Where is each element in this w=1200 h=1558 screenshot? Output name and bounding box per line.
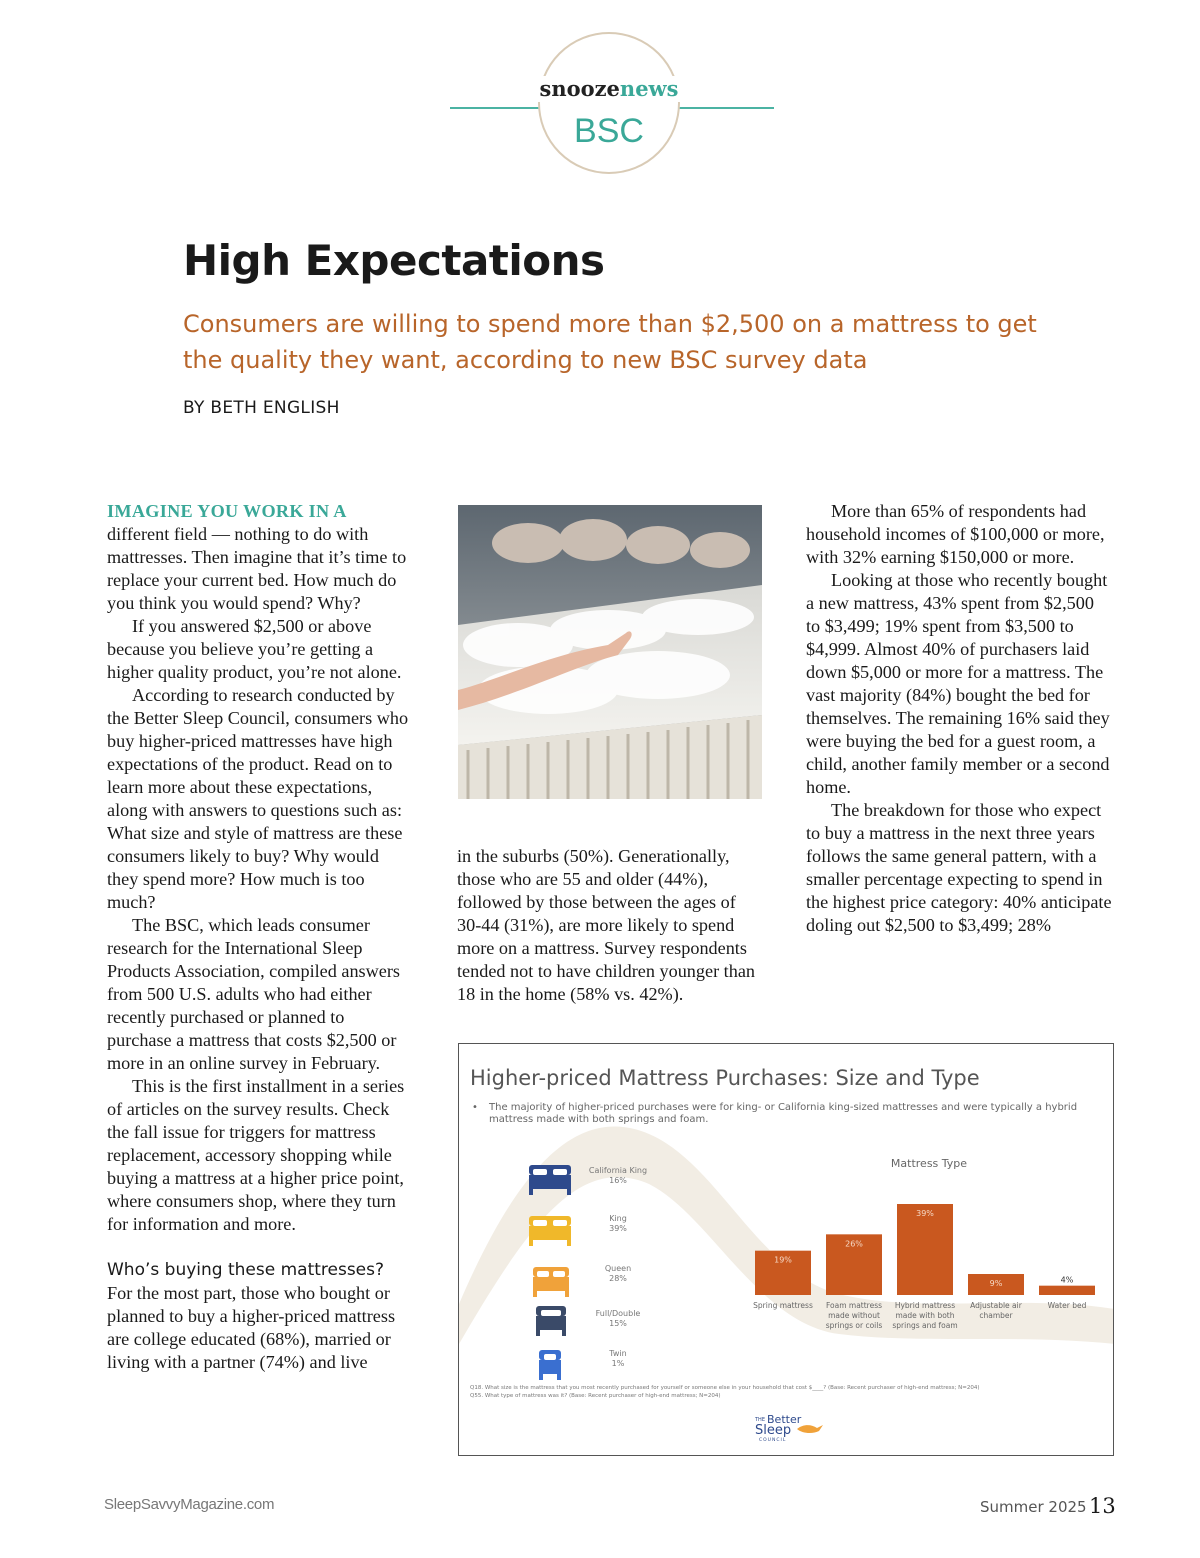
size-label-full-double xyxy=(578,1309,658,1329)
bar-category-label-3: Adjustable air chamber xyxy=(970,1301,1022,1320)
bar-value-label-4: 4% xyxy=(1060,1275,1074,1285)
size-name: King xyxy=(609,1214,627,1223)
size-name: California King xyxy=(588,1166,648,1175)
bar-value-label-2: 39% xyxy=(916,1209,934,1218)
bar-value-label-1: 26% xyxy=(845,1239,863,1249)
col1-paragraph-5: This is the first installment in a series of articles on the survey results. Check the fall issue for triggers for mattress replacement, accessory shopping while buying a mattress at a higher price point, where consumers shop, where they turn for information and more. xyxy=(107,1076,405,1234)
size-label-california-king xyxy=(578,1166,658,1186)
size-name: Twin xyxy=(609,1349,627,1358)
footer-page-number: 13 xyxy=(1089,1494,1116,1518)
section-heading: Who’s buying these mattresses? xyxy=(107,1260,385,1280)
col1-paragraph-2: If you answered $2,500 or above because you believe you’re getting a higher quality product, you’re not alone. xyxy=(107,616,402,682)
col1-paragraph-6: For the most part, those who bought or planned to buy a higher-priced mattress are college educated (68%), married or living with a partner (74%) and live xyxy=(107,1283,396,1372)
mattress-photo-illustration xyxy=(458,505,762,799)
logo-the: THE xyxy=(755,1417,765,1423)
full-double-bed-icon xyxy=(531,1302,577,1338)
masthead-snoozenews xyxy=(538,76,680,102)
twin-bed-icon xyxy=(533,1346,579,1382)
article-subtitle: Consumers are willing to spend more than $2,500 on a mattress to get the quality they want, according to new BSC survey data xyxy=(183,310,1037,374)
bar-value-label-0: 19% xyxy=(774,1255,792,1265)
size-label-twin xyxy=(578,1349,658,1369)
masthead-logo-ring xyxy=(538,32,680,174)
size-value: 16% xyxy=(609,1176,627,1185)
chart-footnote xyxy=(470,1384,1100,1400)
king-bed-icon xyxy=(527,1212,573,1248)
size-value: 15% xyxy=(609,1319,627,1328)
col3-paragraph-2: Looking at those who recently bought a new mattress, 43% spent from $2,500 to $3,499; 19% spent from $3,500 to $4,999. Almost 40% of purchasers laid down $5,000 or more for a mattress. The vast majority (84%) bought the bed for themselves. The remaining 16% said they were buying the bed for a guest room, a child, another family member or a second home. xyxy=(806,570,1110,797)
better-sleep-council-logo xyxy=(753,1412,833,1442)
mattress-photo xyxy=(458,505,762,799)
footer-issue: Summer 2025 xyxy=(980,1498,1087,1516)
size-name: Full/Double xyxy=(595,1309,641,1318)
mattress-type-bar-chart xyxy=(739,1194,1114,1334)
article-column-3 xyxy=(806,500,1112,937)
chart-subtitle: • The majority of higher-priced purchases were for king- or California king-sized mattresses and were typically a hybrid mattress made with both springs and foam. xyxy=(472,1102,1078,1125)
col3-paragraph-3: The breakdown for those who expect to buy a mattress in the next three years follows the same general pattern, with a smaller percentage expecting to spend in the highest price category: 40% anticipate doling out $2,500 to $3,499; 28% xyxy=(806,800,1112,935)
chart-title: Higher-priced Mattress Purchases: Size and Type xyxy=(470,1066,980,1090)
logo-council: COUNCIL xyxy=(759,1438,787,1442)
size-value: 39% xyxy=(609,1224,627,1233)
size-label-queen xyxy=(578,1264,658,1284)
article-column-1 xyxy=(107,500,413,1374)
chart-footnote-1: Q18. What size is the mattress that you most recently purchased for yourself or someone else in your household that cost $____? (Base: Recent purchaser of high-end mattress; N=204) xyxy=(470,1385,980,1391)
logo-sleep: Sleep xyxy=(755,1423,792,1438)
bar-4 xyxy=(1039,1286,1095,1295)
col3-paragraph-1: More than 65% of respondents had household incomes of $100,000 or more, with 32% earning $150,000 or more. xyxy=(806,501,1105,567)
mattress-type-title: Mattress Type xyxy=(890,1157,968,1170)
masthead-snooze: snooze xyxy=(539,76,620,101)
size-label-king xyxy=(578,1214,658,1234)
chart-subtitle-text: The majority of higher-priced purchases were for king- or California king-sized mattresses and were typically a hybrid mattress made with both springs and foam. xyxy=(489,1102,1078,1125)
lead-in: IMAGINE YOU WORK IN A xyxy=(107,501,347,521)
article-title: High Expectations xyxy=(183,236,605,285)
article-byline: BY BETH ENGLISH xyxy=(183,398,340,418)
col1-paragraph-1: different field — nothing to do with mattresses. Then imagine that it’s time to replace your current bed. How much do you think you would spend? Why? xyxy=(107,524,407,613)
bar-category-label-2: Hybrid mattress made with both springs and foam xyxy=(892,1301,958,1330)
bar-category-label-4: Water bed xyxy=(1047,1301,1087,1310)
logo-better: Better xyxy=(767,1413,802,1426)
col1-paragraph-4: The BSC, which leads consumer research for the International Sleep Products Association, compiled answers from 500 U.S. adults who had either recently purchased or planned to purchase a mattress that costs $2,500 or more in an online survey in February. xyxy=(107,915,400,1073)
article-column-2 xyxy=(457,845,763,1006)
size-name: Queen xyxy=(604,1264,632,1273)
masthead-news: news xyxy=(619,76,679,101)
mattress-chart xyxy=(458,1043,1114,1456)
bar-value-label-3: 9% xyxy=(989,1279,1003,1288)
masthead-bsc: BSC xyxy=(574,112,644,150)
col2-paragraph-1: in the suburbs (50%). Generationally, those who are 55 and older (44%), followed by those between the ages of 30-44 (31%), are more likely to spend more on a mattress. Survey respondents tended not to have children younger than 18 in the home (58% vs. 42%). xyxy=(457,846,755,1004)
bar-category-label-1: Foam mattress made without springs or coils xyxy=(825,1301,883,1330)
chart-footnote-2: Q55. What type of mattress was it? (Base: Recent purchaser of high-end mattress; N=204) xyxy=(470,1393,721,1399)
california-king-bed-icon xyxy=(527,1161,573,1197)
bar-category-label-0: Spring mattress xyxy=(753,1301,813,1310)
footer-website: SleepSavvyMagazine.com xyxy=(104,1496,275,1513)
size-value: 28% xyxy=(609,1274,627,1283)
size-value: 1% xyxy=(611,1359,625,1368)
col1-paragraph-3: According to research conducted by the Better Sleep Council, consumers who buy higher-priced mattresses have high expectations of the product. Read on to learn more about these expectations, along with answers to questions such as: What size and style of mattress are these consumers likely to buy? Why would they spend more? How much is too much? xyxy=(107,685,409,912)
queen-bed-icon xyxy=(529,1263,575,1299)
